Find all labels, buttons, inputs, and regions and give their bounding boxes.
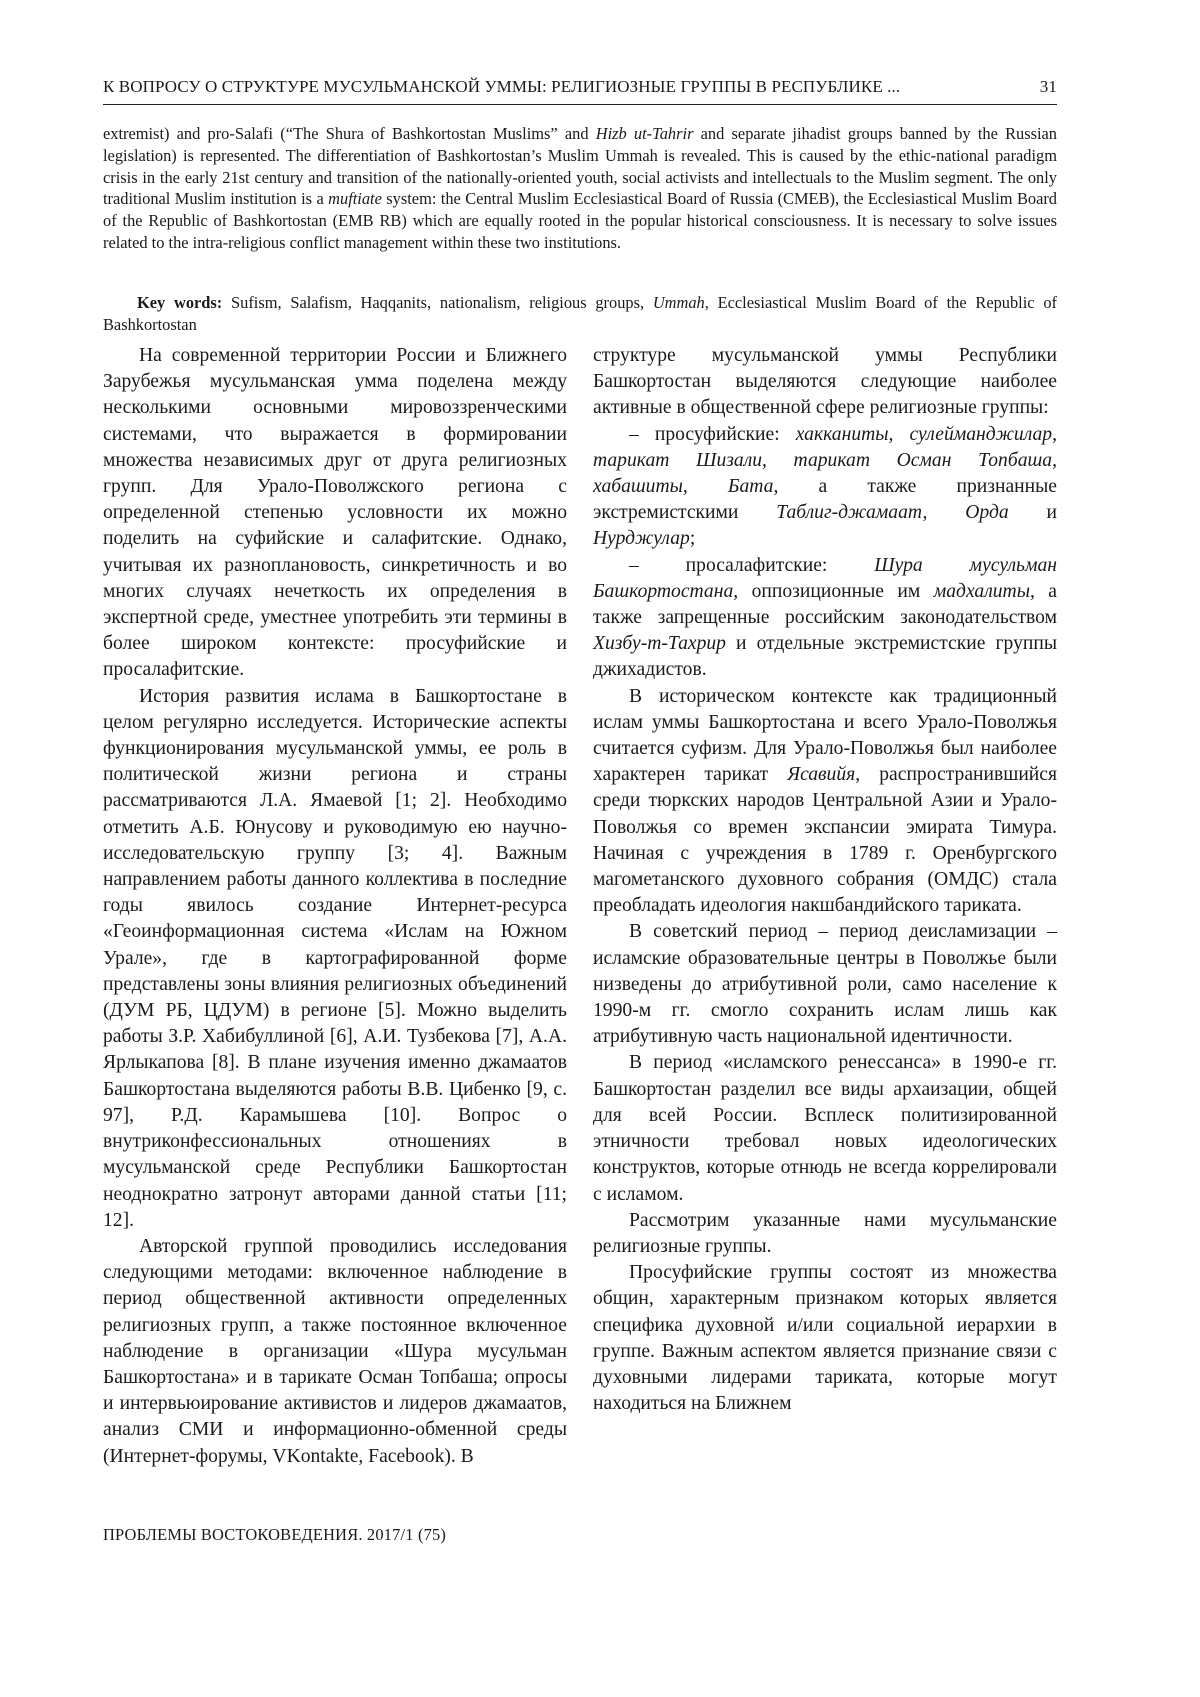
italic-term: Нурджулар — [593, 528, 690, 550]
abstract-italic: Hizb ut-Tahrir — [595, 124, 694, 143]
keywords-part: Sufism, Salafism, Haqqanits, nationalism, religious groups, — [222, 293, 653, 312]
text-part: – просалафитские: — [629, 554, 875, 576]
paragraph: В советский период – период деисламизации – исламские образовательные центры в Поволжье были низведены до атрибутивной роли, само население к 1990-м гг. смогло сохранить ислам лишь как атрибутивную часть национальной идентичности. — [593, 921, 1057, 1048]
running-header — [103, 76, 1057, 98]
paragraph — [593, 684, 1057, 920]
paragraph: В период «исламского ренессанса» в 1990-е гг. Башкортостан разделил все виды архаизации, общей для всей России. Всплеск политизированной этничности требовал новых идеологических конструктов, которые отнюдь не всегда коррелировали с исламом. — [593, 1052, 1057, 1205]
abstract-text-part: and separate jihadist groups banned by the Russian legislation) is represented. The differentiation of Bashkortostan’s Muslim Ummah is revealed. This is caused by the ethic-national paradigm crisis in the early 21st century and transition of the nationally-oriented youth, social activists and intellectuals to the Muslim segment. The only traditional Muslim institution is a — [103, 124, 1058, 209]
abstract-italic: muftiate — [328, 189, 382, 209]
abstract — [103, 123, 1057, 254]
right-column — [593, 343, 1057, 1417]
abstract-text-part: system: the Central Muslim Ecclesiastical Board of Russia (CMEB), the Ecclesiastical Muslim Board of the Republic of Bashkortostan (EMB RB) which are equally rooted in the popular historical consciousness. It is necessary to solve issues related to the intra-religious conflict management within these two institutions. — [103, 189, 1058, 252]
keywords-part: , Ecclesiastical Muslim Board of the Republic of Bashkortostan — [103, 293, 1057, 334]
text-part: а также признанные экстремистскими — [593, 476, 1057, 524]
text-part: и — [1008, 502, 1057, 524]
keywords-italic: Ummah — [652, 293, 705, 312]
abstract-text-part: extremist) and pro-Salafi (“The Shura of Bashkortostan Muslims” and — [103, 124, 596, 143]
text-part: , распространившийся среди тюркских народов Центральной Азии и Урало-Поволжья со времен экспансии эмирата Тимура. Начиная с учреждения в 1789 г. Оренбургского магометанского духовного собрания (ОМДС) стала преобладать идеология накшбандийского тариката. — [593, 764, 1058, 917]
text-part: В историческом контексте как традиционный ислам уммы Башкортостана и всего Урало-Поволжья считается суфизм. Для Урало-Поволжья был наиболее характерен тарикат — [593, 685, 1057, 786]
keywords — [103, 292, 1057, 336]
text-part: – просуфийские: — [629, 423, 796, 445]
journal-footer: ПРОБЛЕМЫ ВОСТОКОВЕДЕНИЯ. 2017/1 (75) — [103, 1525, 447, 1544]
keywords-text — [103, 292, 1057, 336]
paragraph-list-prosalafi — [593, 553, 1057, 684]
left-column — [103, 343, 567, 1470]
text-part: и отдельные экстремистские группы джихадистов. — [593, 633, 1057, 681]
running-title: К ВОПРОСУ О СТРУКТУРЕ МУСУЛЬМАНСКОЙ УММЫ: РЕЛИГИОЗНЫЕ ГРУППЫ В РЕСПУБЛИКЕ ... — [103, 77, 901, 96]
paragraph: История развития ислама в Башкортостане в целом регулярно исследуется. Исторические аспекты функционирования мусульманской уммы, ее роль в политической жизни региона и страны рассматриваются Л.А. Ямаевой [1; 2]. Необходимо отметить А.Б. Юнусову и руководимую ею научно-исследовательскую группу [3; 4]. Важным направлением работы данного коллектива в последние годы явилось создание Интернет-ресурса «Геоинформационная система «Ислам на Южном Урале», где в картографированной форме представлены зоны влияния религиозных объединений (ДУМ РБ, ЦДУМ) в регионе [5]. Можно выделить работы З.Р. Хабибуллиной [6], А.И. Тузбекова [7], А.А. Ярлыкапова [8]. В плане изучения именно джамаатов Башкортостана выделяются работы В.В. Цибенко [9, с. 97], Р.Д. Карамышева [10]. Вопрос о внутриконфессиональных отношениях в мусульманской среде Республики Башкортостан неоднократно затронут авторами данной статьи [11; 12]. — [103, 685, 567, 1231]
italic-term: Хизбу-т-Тахрир — [593, 633, 726, 655]
paragraph-list-prosufi — [593, 422, 1057, 553]
keywords-label: Key words: — [137, 293, 223, 312]
header-rule — [103, 104, 1057, 105]
paragraph: структуре мусульманской уммы Республики Башкортостан выделяются следующие наиболее активные в общественной сфере религиозные группы: — [593, 345, 1057, 419]
text-part: , а также запрещенные российским законодательством — [593, 580, 1058, 629]
italic-term: хакканиты, сулейманджилар, тарикат Шизали, тарикат Осман Топбаша, хабашиты, Бата, — [593, 423, 1057, 498]
paragraph: Авторской группой проводились исследования следующими методами: включенное наблюдение в период общественной активности определенных религиозных групп, а также постоянное включенное наблюдение в организации «Шура мусульман Башкортостана» и в тарикате Осман Топбаша; опросы и интервьюирование активистов и лидеров джамаатов, анализ СМИ и информационно-обменной среды (Интернет-форумы, VKontakte, Facebook). В — [103, 1235, 567, 1467]
italic-term: мадхалиты — [933, 580, 1030, 602]
text-part: , оппозиционные им — [733, 580, 934, 602]
italic-term: Шура мусульман Башкортостана — [593, 554, 1057, 602]
italic-term: Таблиг-джамаат, Орда — [776, 502, 1009, 524]
italic-term: Ясавийя — [787, 764, 856, 786]
paragraph: Рассмотрим указанные нами мусульманские религиозные группы. — [593, 1209, 1057, 1257]
abstract-text — [103, 123, 1057, 254]
text-part: ; — [689, 528, 696, 550]
paragraph: Просуфийские группы состоят из множества общин, характерным признаком которых является специфика духовной и/или социальной иерархии в группе. Важным аспектом является признание связи с духовными лидерами тариката, которые могут находиться на Ближнем — [593, 1262, 1057, 1415]
paragraph: На современной территории России и Ближнего Зарубежья мусульманская умма поделена между несколькими основными мировоззренческими системами, что выражается в формировании множества независимых друг от друга религиозных групп. Для Урало-Поволжского региона с определенной степенью условности их можно поделить на суфийские и салафитские. Однако, учитывая их разноплановость, синкретичность и во многих случаях нечеткость их определения в экспертной среде, уместнее употребить эти термины в более широком контексте: просуфийские и просалафитские. — [103, 345, 567, 681]
page-number: 31 — [1039, 77, 1057, 96]
